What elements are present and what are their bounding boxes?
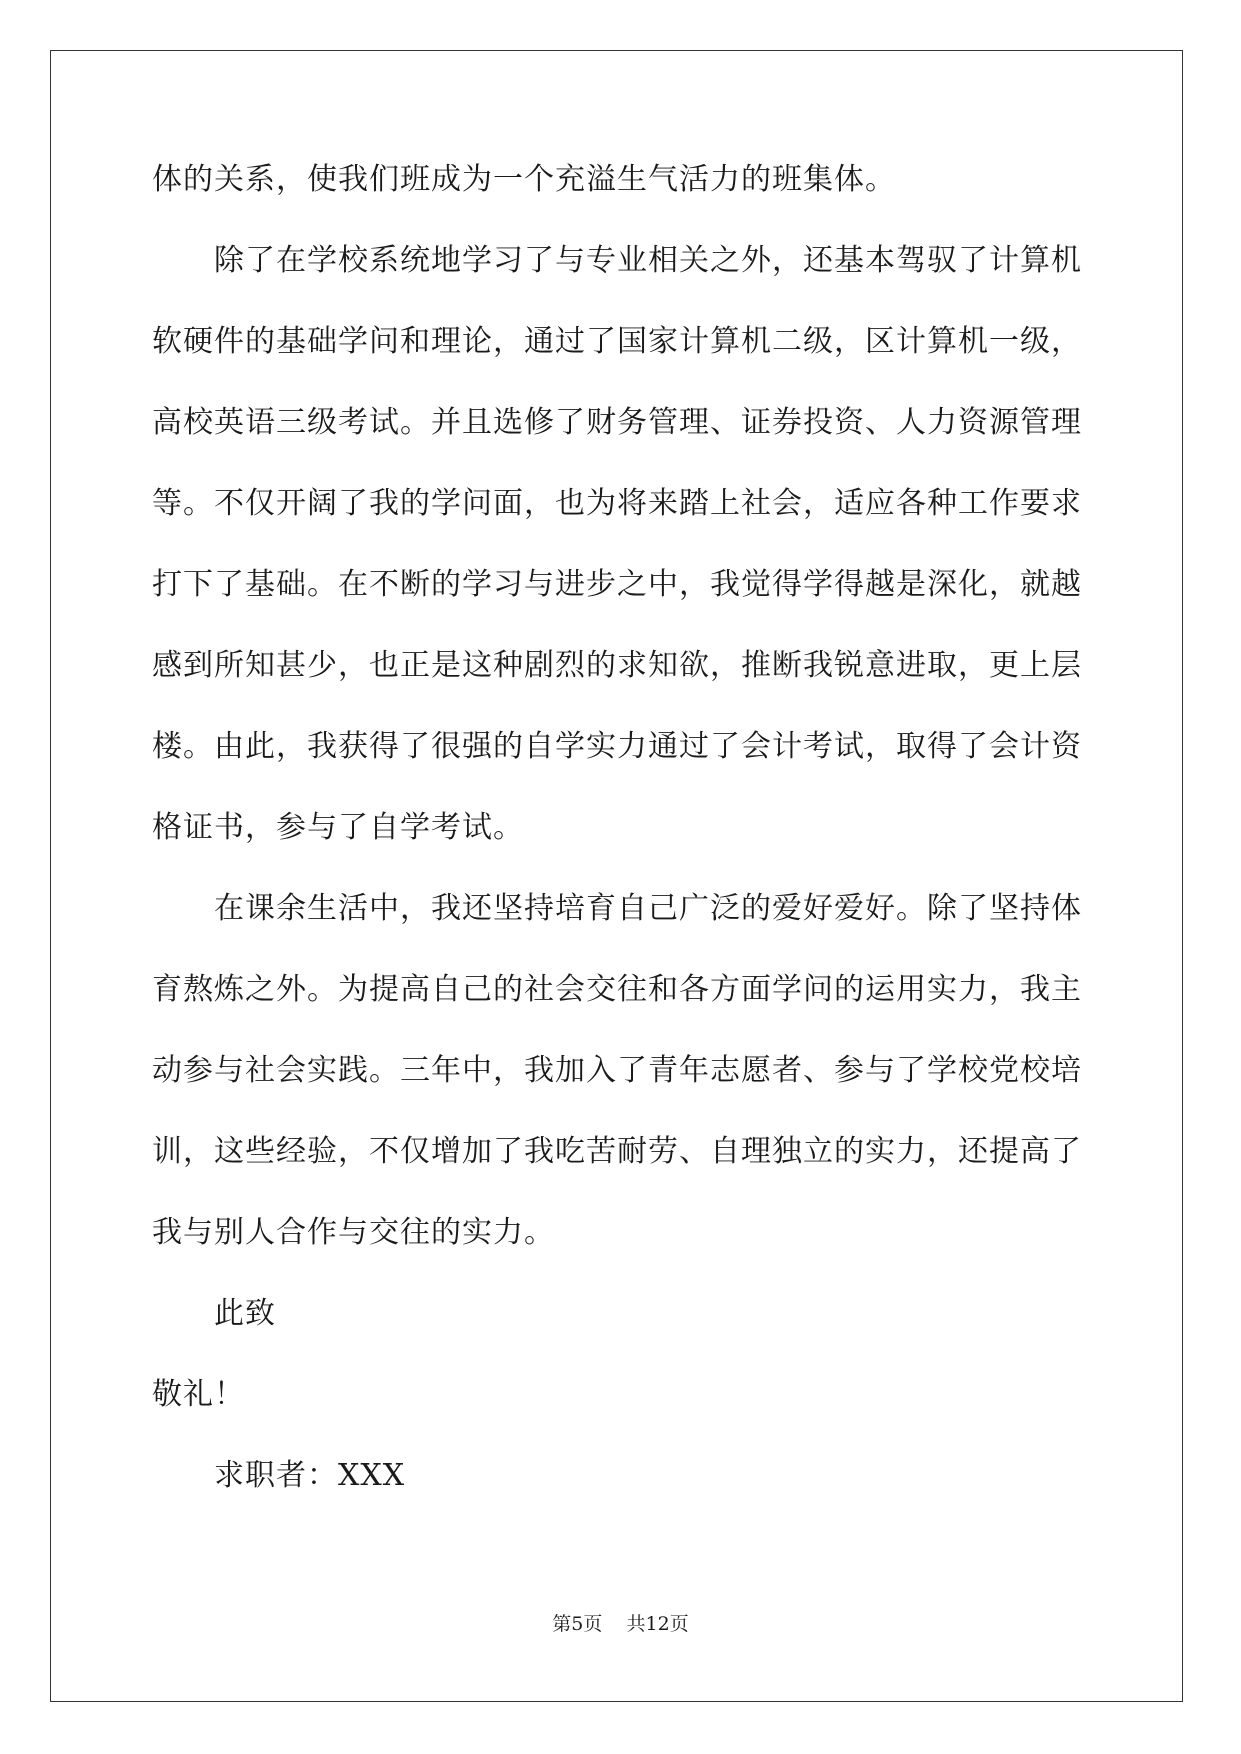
text-line: 育熬炼之外。为提高自己的社会交往和各方面学问的运用实力，我主 — [152, 972, 1082, 1007]
text-line: 楼。由此，我获得了很强的自学实力通过了会计考试，取得了会计资 — [152, 729, 1082, 764]
text-line: 训，这些经验，不仅增加了我吃苦耐劳、自理独立的实力，还提高了 — [152, 1134, 1082, 1169]
text-line: 动参与社会实践。三年中，我加入了青年志愿者、参与了学校党校培 — [152, 1053, 1082, 1088]
page-total: 共12页 — [626, 1613, 689, 1635]
page-footer — [0, 1612, 1241, 1636]
text-line: 在课余生活中，我还坚持培育自己广泛的爱好爱好。除了坚持体 — [214, 891, 1082, 926]
text-line: 软硬件的基础学问和理论，通过了国家计算机二级，区计算机一级， — [152, 324, 1082, 359]
signature-line: 求职者：XXX — [214, 1458, 406, 1493]
text-line: 除了在学校系统地学习了与专业相关之外，还基本驾驭了计算机 — [214, 243, 1082, 278]
text-line: 我与别人合作与交往的实力。 — [152, 1215, 555, 1250]
text-line: 等。不仅开阔了我的学问面，也为将来踏上社会，适应各种工作要求 — [152, 486, 1082, 521]
closing-salutation: 此致 — [214, 1296, 276, 1331]
text-line: 高校英语三级考试。并且选修了财务管理、证券投资、人力资源管理 — [152, 405, 1082, 440]
closing-greeting: 敬礼！ — [152, 1377, 245, 1412]
text-line: 格证书，参与了自学考试。 — [152, 810, 524, 845]
text-line: 感到所知甚少，也正是这种剧烈的求知欲，推断我锐意进取，更上层 — [152, 648, 1082, 683]
page-number: 第5页 — [552, 1613, 603, 1635]
page-border — [50, 50, 1183, 1702]
text-line: 打下了基础。在不断的学习与进步之中，我觉得学得越是深化，就越 — [152, 567, 1082, 602]
footer-gap — [602, 1613, 626, 1635]
text-line: 体的关系，使我们班成为一个充溢生气活力的班集体。 — [152, 162, 896, 197]
